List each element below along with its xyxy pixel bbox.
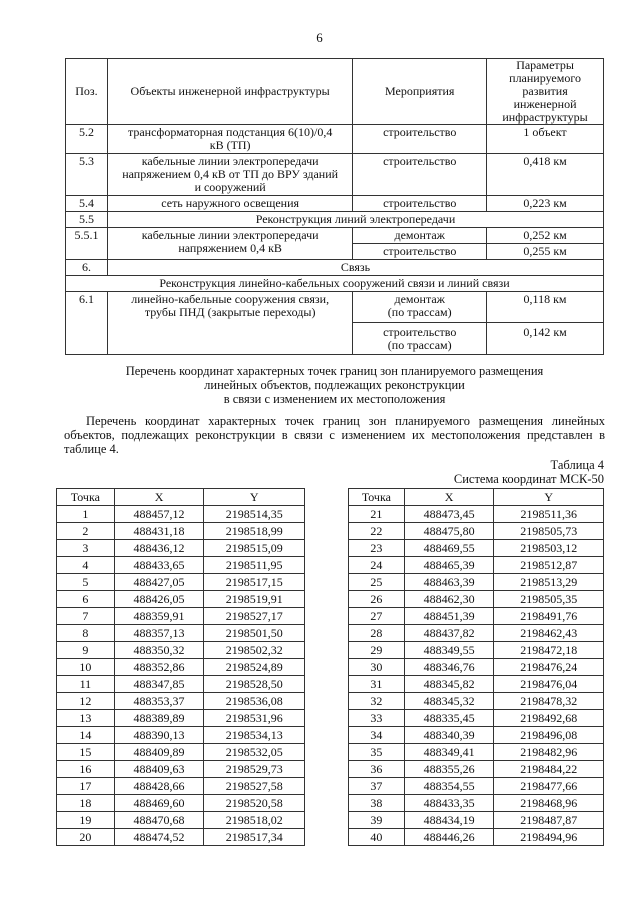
- point-number: 13: [57, 710, 115, 727]
- y-value: 2198520,58: [204, 795, 305, 812]
- x-value: 488436,12: [114, 540, 204, 557]
- x-value: 488446,26: [404, 829, 494, 846]
- point-number: 39: [349, 812, 405, 829]
- point-number: 37: [349, 778, 405, 795]
- table-row: [349, 659, 604, 676]
- point-number: 26: [349, 591, 405, 608]
- table-row: [349, 778, 604, 795]
- x-value: 488349,41: [404, 744, 494, 761]
- y-value: 2198482,96: [494, 744, 604, 761]
- point-number: 18: [57, 795, 115, 812]
- table-row: [57, 506, 305, 523]
- header-pos: Поз.: [66, 59, 108, 125]
- point-number: 1: [57, 506, 115, 523]
- x-value: 488465,39: [404, 557, 494, 574]
- cell-param: 0,255 км: [487, 244, 604, 260]
- table-row: [57, 778, 305, 795]
- y-value: 2198518,02: [204, 812, 305, 829]
- point-number: 29: [349, 642, 405, 659]
- cell-pos: 6.: [66, 260, 108, 276]
- header-point: Точка: [349, 489, 405, 506]
- y-value: 2198503,12: [494, 540, 604, 557]
- y-value: 2198536,08: [204, 693, 305, 710]
- header-y: Y: [204, 489, 305, 506]
- y-value: 2198501,50: [204, 625, 305, 642]
- table-row: [57, 574, 305, 591]
- y-value: 2198505,35: [494, 591, 604, 608]
- x-value: 488390,13: [114, 727, 204, 744]
- y-value: 2198528,50: [204, 676, 305, 693]
- cell-param: 0,418 км: [487, 154, 604, 196]
- coord-header-row: [349, 489, 604, 506]
- x-value: 488345,32: [404, 693, 494, 710]
- table-row: [349, 608, 604, 625]
- header-y: Y: [494, 489, 604, 506]
- cell-pos: 5.5.1: [66, 228, 108, 260]
- table-row: [57, 608, 305, 625]
- cell-pos: 5.2: [66, 125, 108, 154]
- header-x: X: [114, 489, 204, 506]
- heading-line: в связи с изменением их местоположения: [223, 392, 446, 406]
- table-row: [349, 506, 604, 523]
- table-row: [57, 659, 305, 676]
- x-value: 488463,39: [404, 574, 494, 591]
- point-number: 31: [349, 676, 405, 693]
- x-value: 488346,76: [404, 659, 494, 676]
- point-number: 35: [349, 744, 405, 761]
- table-row: [57, 710, 305, 727]
- measure-note: (по трассам): [387, 338, 452, 352]
- point-number: 11: [57, 676, 115, 693]
- y-value: 2198519,91: [204, 591, 305, 608]
- header-measures: Мероприятия: [353, 59, 487, 125]
- x-value: 488389,89: [114, 710, 204, 727]
- y-value: 2198518,99: [204, 523, 305, 540]
- cell-param: 0,223 км: [487, 196, 604, 212]
- cell-param: 1 объект: [487, 125, 604, 154]
- cell-measure: строительство: [353, 154, 487, 196]
- table-row: [349, 710, 604, 727]
- point-number: 23: [349, 540, 405, 557]
- table-row: [57, 761, 305, 778]
- infrastructure-table: [65, 58, 604, 355]
- body-paragraph: [64, 414, 605, 456]
- y-value: 2198527,58: [204, 778, 305, 795]
- section-heading: [70, 364, 599, 406]
- cell-measure: строительство: [353, 125, 487, 154]
- cell-pos: 6.1: [66, 292, 108, 355]
- table-row: [66, 154, 604, 196]
- x-value: 488469,60: [114, 795, 204, 812]
- x-value: 488457,12: [114, 506, 204, 523]
- point-number: 5: [57, 574, 115, 591]
- table-row: [57, 540, 305, 557]
- measure-note: (по трассам): [387, 305, 452, 319]
- y-value: 2198505,73: [494, 523, 604, 540]
- point-number: 19: [57, 812, 115, 829]
- y-value: 2198513,29: [494, 574, 604, 591]
- x-value: 488470,68: [114, 812, 204, 829]
- point-number: 10: [57, 659, 115, 676]
- x-value: 488350,32: [114, 642, 204, 659]
- point-number: 38: [349, 795, 405, 812]
- x-value: 488426,05: [114, 591, 204, 608]
- y-value: 2198477,66: [494, 778, 604, 795]
- cell-measure: строительство: [353, 196, 487, 212]
- y-value: 2198468,96: [494, 795, 604, 812]
- table-row: [57, 642, 305, 659]
- point-number: 36: [349, 761, 405, 778]
- cell-param: 0,252 км: [487, 228, 604, 244]
- table-row: [349, 540, 604, 557]
- section-title: Реконструкция линий электропередачи: [107, 212, 603, 228]
- y-value: 2198511,95: [204, 557, 305, 574]
- table-row: [66, 196, 604, 212]
- table-row: [349, 727, 604, 744]
- cell-measure: [353, 292, 487, 323]
- y-value: 2198512,87: [494, 557, 604, 574]
- section-subtitle: Реконструкция линейно-кабельных сооружений связи и линий связи: [66, 276, 604, 292]
- y-value: 2198517,34: [204, 829, 305, 846]
- y-value: 2198492,68: [494, 710, 604, 727]
- x-value: 488345,82: [404, 676, 494, 693]
- cell-param: 0,142 км: [487, 323, 604, 355]
- cell-object: сеть наружного освещения: [107, 196, 352, 212]
- point-number: 24: [349, 557, 405, 574]
- table-row: [57, 744, 305, 761]
- page-number: 6: [316, 30, 323, 45]
- y-value: 2198491,76: [494, 608, 604, 625]
- cell-pos: 5.4: [66, 196, 108, 212]
- y-value: 2198472,18: [494, 642, 604, 659]
- table-row: [349, 795, 604, 812]
- table-section-row: [66, 260, 604, 276]
- point-number: 9: [57, 642, 115, 659]
- header-objects: Объекты инженерной инфраструктуры: [107, 59, 352, 125]
- x-value: 488433,35: [404, 795, 494, 812]
- x-value: 488434,19: [404, 812, 494, 829]
- x-value: 488335,45: [404, 710, 494, 727]
- table-row: [57, 795, 305, 812]
- table-row: [349, 761, 604, 778]
- table-row: [349, 574, 604, 591]
- table-row: [66, 228, 604, 244]
- table-row: [349, 642, 604, 659]
- coordinates-table-left: [56, 488, 305, 846]
- table-row: [349, 744, 604, 761]
- y-value: 2198527,17: [204, 608, 305, 625]
- x-value: 488474,52: [114, 829, 204, 846]
- table-row: [349, 829, 604, 846]
- y-value: 2198514,35: [204, 506, 305, 523]
- y-value: 2198496,08: [494, 727, 604, 744]
- point-number: 21: [349, 506, 405, 523]
- y-value: 2198484,22: [494, 761, 604, 778]
- point-number: 15: [57, 744, 115, 761]
- coordinate-system-label: Система координат МСК-50: [453, 472, 604, 486]
- y-value: 2198529,73: [204, 761, 305, 778]
- point-number: 28: [349, 625, 405, 642]
- coordinates-table-right: [348, 488, 604, 846]
- y-value: 2198476,24: [494, 659, 604, 676]
- header-x: X: [404, 489, 494, 506]
- y-value: 2198532,05: [204, 744, 305, 761]
- table-section-row: [66, 212, 604, 228]
- y-value: 2198476,04: [494, 676, 604, 693]
- heading-line: линейных объектов, подлежащих реконструкции: [204, 378, 465, 392]
- table-row: [349, 557, 604, 574]
- cell-object: линейно-кабельные сооружения связи, трубы ПНД (закрытые переходы): [107, 292, 352, 355]
- coord-header-row: [57, 489, 305, 506]
- x-value: 488353,37: [114, 693, 204, 710]
- table-row: [349, 591, 604, 608]
- measure-text: строительство: [383, 325, 457, 339]
- header-point: Точка: [57, 489, 115, 506]
- cell-measure: демонтаж: [353, 228, 487, 244]
- table-header-row: [66, 59, 604, 125]
- point-number: 17: [57, 778, 115, 795]
- cell-measure: строительство: [353, 244, 487, 260]
- table-row: [57, 693, 305, 710]
- cell-pos: 5.3: [66, 154, 108, 196]
- table-caption: [454, 458, 604, 486]
- table-row: [57, 727, 305, 744]
- y-value: 2198462,43: [494, 625, 604, 642]
- point-number: 27: [349, 608, 405, 625]
- x-value: 488355,26: [404, 761, 494, 778]
- x-value: 488359,91: [114, 608, 204, 625]
- point-number: 20: [57, 829, 115, 846]
- cell-object: кабельные линии электропередачи напряжением 0,4 кВ от ТП до ВРУ зданий и сооружений: [107, 154, 352, 196]
- y-value: 2198534,13: [204, 727, 305, 744]
- point-number: 25: [349, 574, 405, 591]
- paragraph-text: Перечень координат характерных точек границ зон планируемого размещения линейных объектов, подлежащих реконструкции в связи с изменением их местоположения представлен в таблице 4.: [64, 414, 605, 456]
- table-section-row: [66, 276, 604, 292]
- point-number: 14: [57, 727, 115, 744]
- y-value: 2198524,89: [204, 659, 305, 676]
- y-value: 2198511,36: [494, 506, 604, 523]
- x-value: 488469,55: [404, 540, 494, 557]
- table-row: [57, 591, 305, 608]
- x-value: 488475,80: [404, 523, 494, 540]
- x-value: 488409,63: [114, 761, 204, 778]
- x-value: 488451,39: [404, 608, 494, 625]
- table-row: [349, 523, 604, 540]
- point-number: 12: [57, 693, 115, 710]
- table-row: [349, 625, 604, 642]
- point-number: 33: [349, 710, 405, 727]
- x-value: 488347,85: [114, 676, 204, 693]
- point-number: 6: [57, 591, 115, 608]
- point-number: 8: [57, 625, 115, 642]
- x-value: 488428,66: [114, 778, 204, 795]
- x-value: 488349,55: [404, 642, 494, 659]
- point-number: 32: [349, 693, 405, 710]
- table-row: [57, 812, 305, 829]
- table-row: [57, 676, 305, 693]
- table-row: [349, 812, 604, 829]
- x-value: 488352,86: [114, 659, 204, 676]
- x-value: 488340,39: [404, 727, 494, 744]
- y-value: 2198517,15: [204, 574, 305, 591]
- point-number: 30: [349, 659, 405, 676]
- x-value: 488431,18: [114, 523, 204, 540]
- cell-param: 0,118 км: [487, 292, 604, 323]
- point-number: 40: [349, 829, 405, 846]
- x-value: 488354,55: [404, 778, 494, 795]
- cell-measure: [353, 323, 487, 355]
- table-label: Таблица 4: [550, 458, 604, 472]
- point-number: 7: [57, 608, 115, 625]
- table-row: [349, 676, 604, 693]
- cell-pos: 5.5: [66, 212, 108, 228]
- x-value: 488409,89: [114, 744, 204, 761]
- y-value: 2198487,87: [494, 812, 604, 829]
- point-number: 22: [349, 523, 405, 540]
- cell-object: кабельные линии электропередачи напряжением 0,4 кВ: [107, 228, 352, 260]
- y-value: 2198494,96: [494, 829, 604, 846]
- point-number: 34: [349, 727, 405, 744]
- x-value: 488462,30: [404, 591, 494, 608]
- section-title: Связь: [107, 260, 603, 276]
- cell-object: трансформаторная подстанция 6(10)/0,4 кВ (ТП): [107, 125, 352, 154]
- y-value: 2198502,32: [204, 642, 305, 659]
- point-number: 16: [57, 761, 115, 778]
- table-row: [66, 292, 604, 323]
- x-value: 488357,13: [114, 625, 204, 642]
- point-number: 3: [57, 540, 115, 557]
- table-row: [66, 125, 604, 154]
- table-row: [57, 523, 305, 540]
- table-row: [57, 829, 305, 846]
- point-number: 4: [57, 557, 115, 574]
- x-value: 488473,45: [404, 506, 494, 523]
- y-value: 2198531,96: [204, 710, 305, 727]
- heading-line: Перечень координат характерных точек границ зон планируемого размещения: [125, 364, 544, 378]
- x-value: 488437,82: [404, 625, 494, 642]
- table-row: [349, 693, 604, 710]
- point-number: 2: [57, 523, 115, 540]
- table-row: [57, 557, 305, 574]
- x-value: 488427,05: [114, 574, 204, 591]
- header-parameters: Параметры планируемого развития инженерной инфраструктуры: [487, 59, 604, 125]
- table-row: [57, 625, 305, 642]
- y-value: 2198515,09: [204, 540, 305, 557]
- x-value: 488433,65: [114, 557, 204, 574]
- measure-text: демонтаж: [394, 292, 445, 306]
- y-value: 2198478,32: [494, 693, 604, 710]
